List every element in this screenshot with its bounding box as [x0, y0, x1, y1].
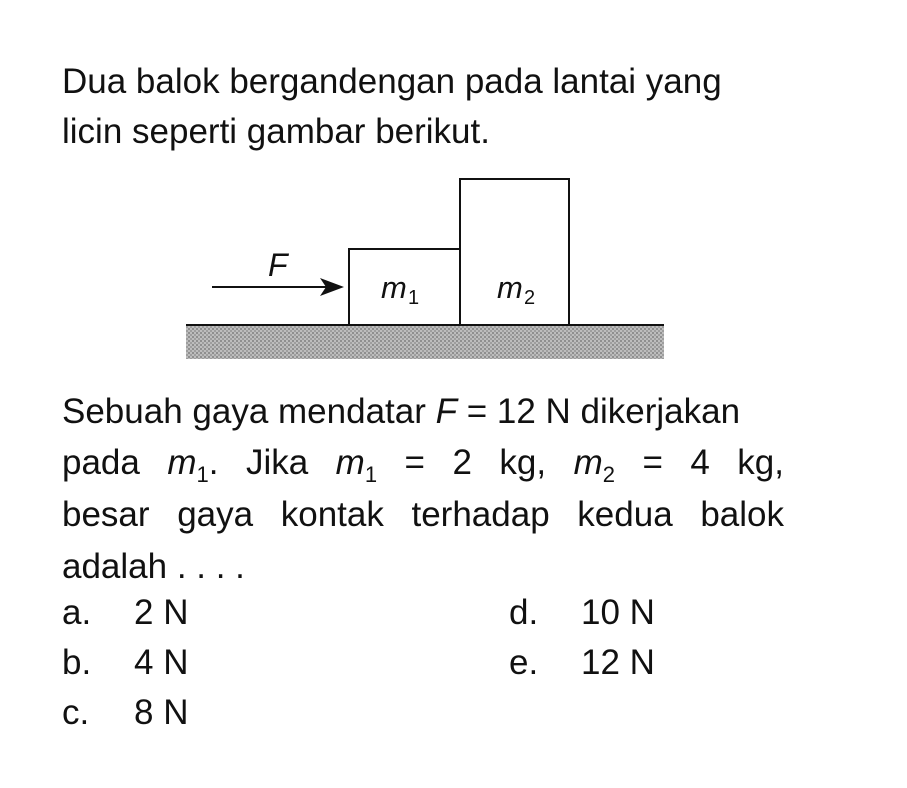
block1-label-sub: 1 — [408, 287, 420, 309]
floor — [186, 325, 664, 359]
option-b: b. 4 N — [62, 643, 189, 682]
option-c: c. 8 N — [62, 693, 189, 732]
question-line-1: Sebuah gaya mendatar F = 12 N dikerjakan — [62, 392, 741, 431]
question-line-3: besar gaya kontak terhadap kedua balok — [62, 495, 784, 534]
option-d: d. 10 N — [509, 593, 655, 632]
block2-label-var: m — [497, 270, 523, 305]
block2-label-sub: 2 — [524, 287, 536, 309]
intro-line-2: licin seperti gambar berikut. — [62, 112, 490, 151]
question-line-4: adalah . . . . — [62, 547, 245, 586]
option-e: e. 12 N — [509, 643, 655, 682]
option-a: a. 2 N — [62, 593, 189, 632]
force-label: F — [268, 247, 288, 283]
block1-label-var: m — [381, 270, 407, 305]
intro-line-1: Dua balok bergandengan pada lantai yang — [62, 62, 722, 101]
question-line-2: pada $m_1$. Jika $m_1 = 2$ kg, $m_2 = 4$ kg, — [62, 443, 784, 487]
